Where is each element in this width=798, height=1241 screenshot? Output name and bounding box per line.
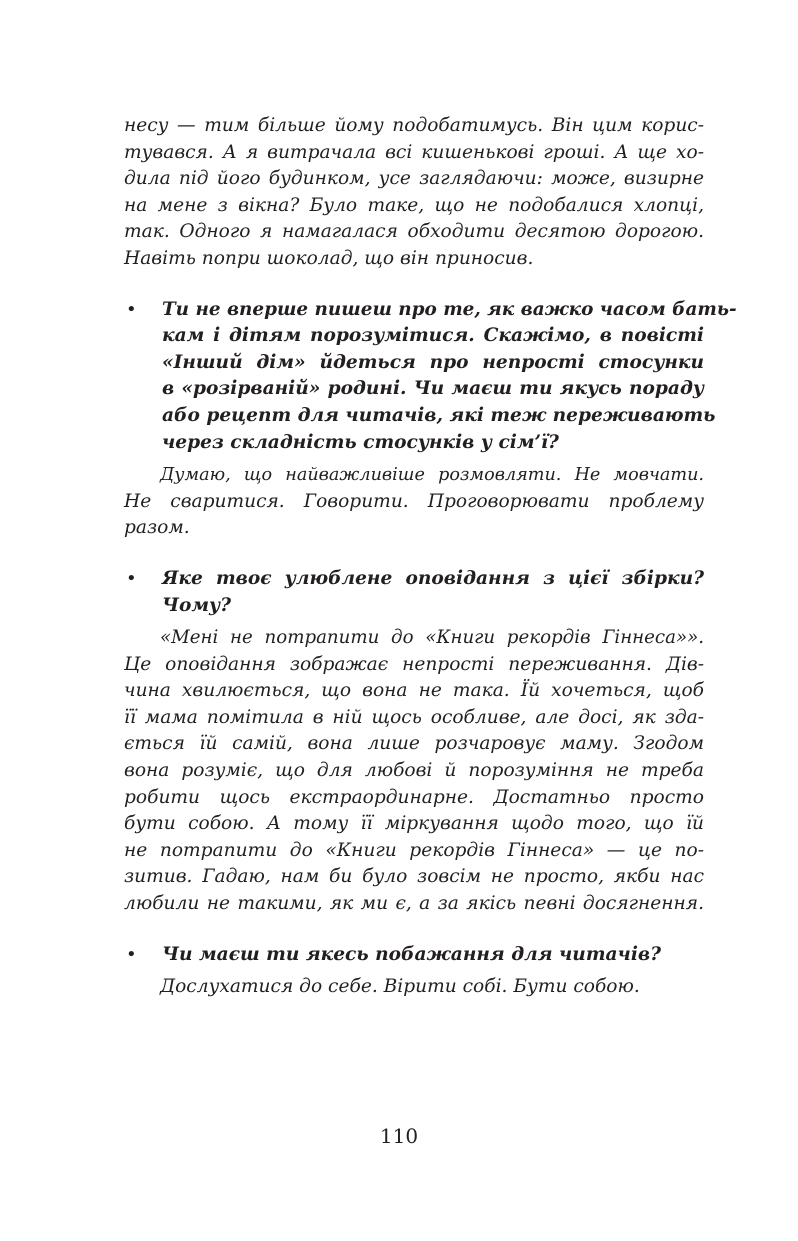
answer-line: разом. [124, 517, 190, 539]
answer-line: бути собою. А тому її міркування щодо того, що їй [124, 813, 704, 835]
question-3 [124, 942, 704, 969]
bullet-icon: • [126, 943, 137, 965]
answer-line: Не сваритися. Говорити. Проговорювати проблему [124, 490, 704, 512]
answer-line: Це оповідання зображає непрості переживання. Дів- [124, 653, 704, 675]
answer-line: Дослухатися до себе. Вірити собі. Бути собою. [160, 976, 640, 998]
text-line: несу — тим більше йому подобатимусь. Він цим корис- [124, 115, 704, 136]
answer-3 [124, 974, 704, 1001]
answer-line: робити щось екстраординарне. Достатньо просто [124, 786, 704, 808]
page-number: 110 [379, 1124, 419, 1148]
question-line: Чи маєш ти якесь побажання для читачів? [162, 943, 662, 965]
question-line: Ти не вперше пишеш про те, як важко часом бать- [162, 298, 737, 320]
question-line: Яке твоє улюблене оповідання з цієї збірки? [162, 567, 704, 589]
answer-line: її мама помітила в ній щось особливе, але досі, як зда- [124, 706, 704, 728]
question-1 [124, 297, 737, 457]
text-line: Навіть попри шоколад, що він приносив. [124, 247, 534, 269]
bullet-icon: • [126, 298, 137, 320]
question-2 [124, 566, 704, 619]
text-line: тувався. А я витрачала всі кишенькові гроші. А ще хо- [124, 141, 704, 163]
question-line: «Інший дім» йдеться про непрості стосунки [162, 351, 704, 373]
answer-line: зитив. Гадаю, нам би було зовсім не просто, якби нас [124, 866, 704, 888]
bullet-icon: • [126, 567, 137, 589]
text-line: дила під його будинком, усе заглядаючи: може, визирне [124, 168, 704, 190]
answer-2 [124, 625, 704, 918]
answer-line: ється їй самій, вона лише розчаровує маму. Згодом [124, 733, 704, 755]
answer-line: вона розуміє, що для любові й порозуміння не треба [124, 760, 704, 782]
spacer [124, 542, 704, 566]
text-line: так. Одного я намагалася обходити десятою дорогою. [124, 221, 704, 243]
answer-line: не потрапити до «Книги рекордів Гіннеса» — це по- [124, 839, 704, 861]
answer-line: «Мені не потрапити до «Книги рекордів Гіннеса»». [160, 627, 704, 649]
question-line: через складність стосунків у сім’ї? [162, 431, 559, 453]
answer-line: любили не такими, як ми є, а за якісь певні досягнення. [124, 893, 704, 915]
spacer [124, 273, 704, 297]
paragraph-continued [124, 113, 704, 273]
question-line: кам і дітям порозумітися. Скажімо, в повісті [162, 325, 704, 347]
page-body [124, 113, 737, 1001]
text-line: на мене з вікна? Було таке, що не подобалися хлопці, [124, 194, 704, 216]
question-line: в «розірваній» родині. Чи маєш ти якусь пораду [162, 378, 704, 400]
answer-line: Думаю, що найважливіше розмовляти. Не мовчати. [160, 465, 704, 486]
answer-line: чина хвилюється, що вона не така. Їй хочеться, щоб [124, 680, 704, 702]
question-line: Чому? [162, 594, 232, 616]
question-line: або рецепт для читачів, які теж переживають [162, 404, 716, 426]
spacer [124, 918, 704, 942]
answer-1 [124, 462, 704, 542]
